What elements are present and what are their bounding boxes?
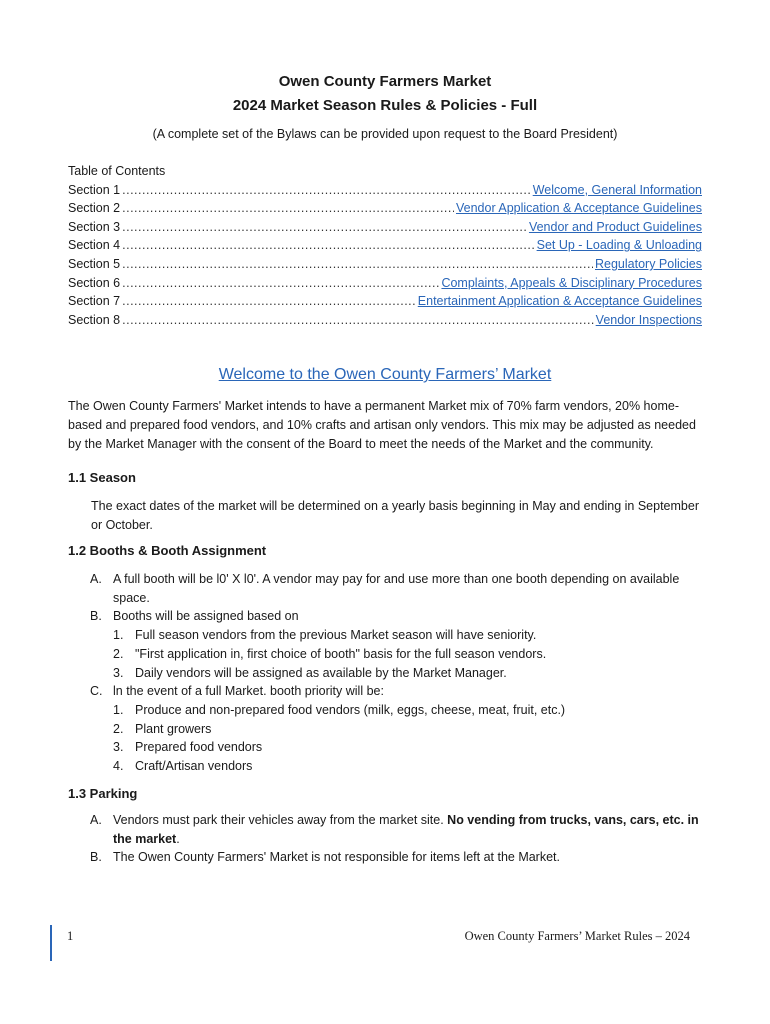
booths-list (90, 570, 702, 776)
toc-link-complaints[interactable]: Complaints, Appeals & Disciplinary Procedures (441, 275, 702, 290)
toc-link-entertainment[interactable]: Entertainment Application & Acceptance Guidelines (417, 294, 702, 309)
parking-heading: 1.3 Parking (68, 786, 138, 801)
list-item-text: "First application in, first choice of booth" basis for the full season vendors. (135, 646, 547, 661)
list-marker: A. (90, 813, 102, 827)
sub-list-item (113, 701, 702, 720)
footer-accent-bar (50, 925, 52, 961)
toc-link-welcome[interactable]: Welcome, General Information (532, 182, 702, 197)
toc-label: Section 1 (68, 182, 121, 197)
sub-list-item (113, 738, 702, 757)
list-marker: C. (90, 684, 103, 699)
sub-list-item (113, 626, 702, 645)
toc-row (68, 292, 702, 311)
list-marker: B. (90, 609, 102, 624)
list-marker: 4. (113, 759, 124, 774)
sub-list-item (113, 664, 702, 683)
list-item-text: Booths will be assigned based on (113, 609, 299, 624)
list-item-text: Full season vendors from the previous Market season will have seniority. (135, 628, 537, 643)
toc-label: Section 7 (68, 294, 121, 309)
toc-link-inspections[interactable]: Vendor Inspections (595, 312, 702, 327)
title-line-1: Owen County Farmers Market (278, 73, 492, 90)
parking-rule-text: Vendors must park their vehicles away from the market site. (113, 813, 448, 827)
toc-row (68, 181, 702, 200)
toc-leader-dots (122, 255, 593, 274)
toc-row (68, 274, 702, 293)
toc-leader-dots (122, 236, 534, 255)
toc-leader-dots (122, 274, 439, 293)
toc-label: Section 2 (68, 201, 121, 216)
season-paragraph: The exact dates of the market will be determined on a yearly basis beginning in May and ending in September or October. (91, 499, 699, 532)
footer-text: Owen County Farmers’ Market Rules – 2024 (464, 929, 690, 943)
list-marker: B. (90, 850, 102, 865)
list-item-text: Prepared food vendors (135, 740, 263, 755)
parking-rule-end: . (176, 831, 180, 846)
list-item-text: Plant growers (135, 721, 212, 736)
document-title (0, 70, 770, 118)
toc-label: Section 5 (68, 256, 121, 271)
sub-list-item (113, 757, 702, 776)
parking-rule-bold: No vending from trucks, vans, cars, etc. in the market (113, 813, 699, 846)
toc-label: Section 3 (68, 219, 121, 234)
page-number: 1 (67, 929, 74, 943)
list-item-text: ln the event of a full Market. booth priority will be: (113, 684, 384, 699)
toc-leader-dots (122, 311, 594, 330)
toc-row (68, 255, 702, 274)
toc-row (68, 218, 702, 237)
list-item (90, 682, 702, 701)
list-marker: A. (90, 572, 102, 586)
toc-link-regulatory[interactable]: Regulatory Policies (595, 256, 702, 271)
toc-leader-dots (122, 181, 531, 200)
sub-list-item (113, 720, 702, 739)
table-of-contents (68, 162, 702, 329)
toc-link-vendor-application[interactable]: Vendor Application & Acceptance Guidelines (455, 201, 702, 216)
welcome-heading[interactable]: Welcome to the Owen County Farmers’ Market (218, 366, 552, 383)
list-item-text: Produce and non-prepared food vendors (milk, eggs, cheese, meat, fruit, etc.) (135, 702, 566, 717)
toc-leader-dots (122, 218, 527, 237)
toc-label: Section 8 (68, 312, 121, 327)
list-item-text: A full booth will be l0' X l0'. A vendor may pay for and use more than one booth depending on available space. (113, 572, 680, 605)
intro-paragraph: The Owen County Farmers' Market intends to have a permanent Market mix of 70% farm vendors, 20% home-based and prepared food vendors, and 10% crafts and artisan only vendors. This mix may be adjusted as needed by the Market Manager with the consent of the Board to meet the needs of the Market and the community. (68, 399, 696, 451)
toc-leader-dots (122, 292, 416, 311)
sub-list-item (113, 645, 702, 664)
list-item-text: Craft/Artisan vendors (135, 759, 253, 774)
toc-link-vendor-product[interactable]: Vendor and Product Guidelines (528, 219, 702, 234)
list-item (90, 607, 702, 626)
list-marker: 2. (113, 646, 124, 661)
season-heading: 1.1 Season (68, 470, 136, 485)
list-marker: 1. (113, 702, 124, 717)
list-item (90, 811, 702, 848)
toc-heading: Table of Contents (68, 164, 166, 178)
list-marker: 1. (113, 628, 124, 643)
list-item (90, 848, 702, 867)
toc-label: Section 4 (68, 238, 121, 253)
list-item-text (113, 811, 702, 848)
toc-row (68, 199, 702, 218)
list-marker: 3. (113, 665, 124, 680)
bylaws-note: (A complete set of the Bylaws can be provided upon request to the Board President) (152, 127, 618, 141)
toc-row (68, 236, 702, 255)
list-item (90, 570, 702, 607)
list-item-text: The Owen County Farmers' Market is not responsible for items left at the Market. (113, 850, 560, 865)
booths-heading: 1.2 Booths & Booth Assignment (68, 543, 267, 558)
title-line-2: 2024 Market Season Rules & Policies - Full (232, 97, 538, 114)
toc-leader-dots (122, 199, 454, 218)
toc-row (68, 311, 702, 330)
toc-label: Section 6 (68, 275, 121, 290)
list-item-text: Daily vendors will be assigned as available by the Market Manager. (135, 665, 507, 680)
list-marker: 2. (113, 721, 124, 736)
toc-link-setup[interactable]: Set Up - Loading & Unloading (536, 238, 702, 253)
parking-list (90, 811, 702, 867)
list-marker: 3. (113, 740, 124, 755)
